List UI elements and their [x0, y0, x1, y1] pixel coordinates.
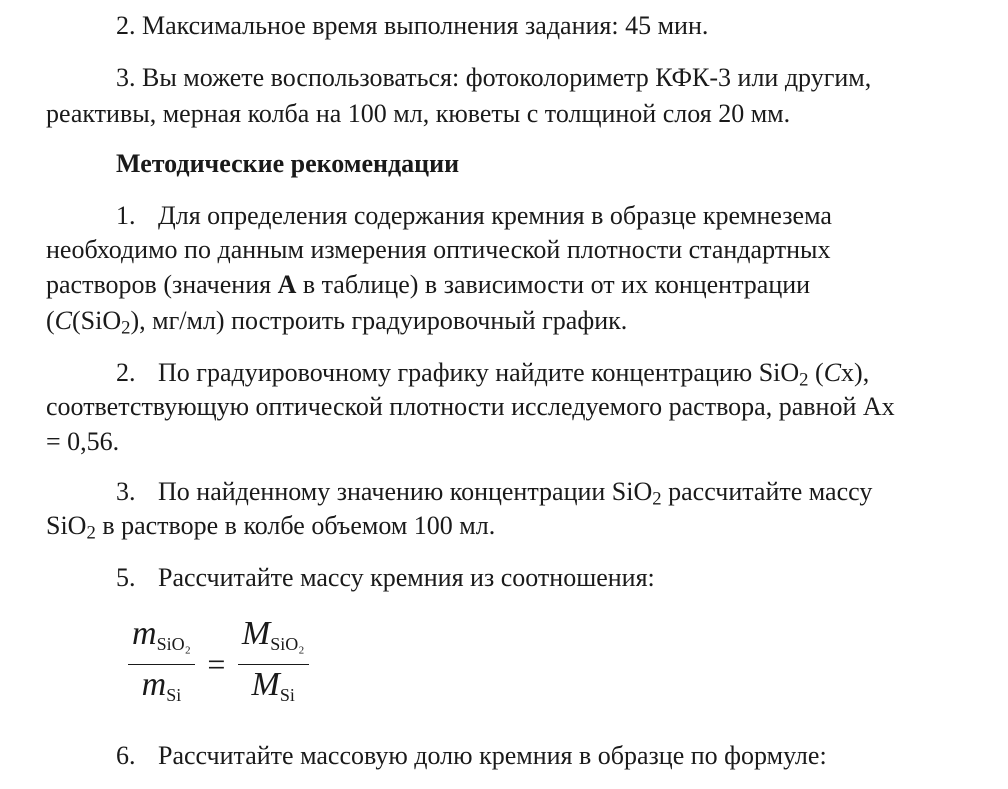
rec-1-line3: [46, 267, 966, 303]
var: m: [132, 615, 157, 652]
var: M: [251, 666, 280, 703]
subscript: 2: [86, 522, 96, 544]
subscript: 2: [799, 369, 809, 391]
rec-1-line2: [46, 232, 966, 268]
text: ), мг/мл) построить градуировочный график.: [130, 306, 628, 335]
fraction-left: [128, 614, 195, 715]
text: = 0,56.: [46, 427, 120, 456]
list-number: 2.: [116, 358, 136, 387]
rec-3-line1: [46, 474, 1008, 510]
text: (: [46, 306, 55, 335]
list-number: 1.: [116, 201, 136, 230]
sub: Si: [279, 685, 295, 705]
rec-1-line4: [46, 303, 966, 339]
rec-2-line2: [46, 389, 966, 425]
var: m: [141, 666, 167, 703]
text: Рассчитайте массу кремния из соотношения:: [158, 563, 655, 592]
numerator-left: [128, 614, 195, 665]
text: соответствующую оптической плотности исследуемого раствора, равной Ax: [46, 392, 895, 421]
bold-A: A: [277, 270, 297, 299]
section-heading: [46, 146, 1008, 182]
sub: SiO₂: [270, 634, 305, 654]
text: реактивы, мерная колба на 100 мл, кюветы с толщиной слоя 20 мм.: [46, 99, 791, 128]
text: 2. Максимальное время выполнения задания: 45 мин.: [116, 11, 709, 40]
heading-text: Методические рекомендации: [116, 149, 460, 178]
rec-2-line1: [46, 355, 1008, 391]
rec-6-line1: [46, 738, 1008, 774]
sub: SiO₂: [156, 634, 191, 654]
text: необходимо по данным измерения оптической плотности стандартных: [46, 235, 831, 264]
text: Рассчитайте массовую долю кремния в образце по формуле:: [158, 741, 827, 770]
list-number: 5.: [116, 563, 136, 592]
text: растворов (значения: [46, 270, 278, 299]
rec-5-line1: [46, 560, 1008, 596]
italic-C: C: [823, 358, 842, 387]
text: Для определения содержания кремния в образце кремнезема: [158, 201, 832, 230]
list-number: 6.: [116, 741, 136, 770]
text: SiO: [46, 511, 87, 540]
denominator-left: [128, 665, 195, 715]
text: рассчитайте массу: [661, 477, 873, 506]
item-2-time: [46, 8, 1008, 44]
list-number: 3.: [116, 477, 136, 506]
text: 3. Вы можете воспользоваться: фотоколориметр КФК-3 или другим,: [116, 63, 872, 92]
var: M: [241, 615, 271, 652]
item-3-equipment-line1: [46, 60, 1008, 96]
mass-ratio-formula: [128, 614, 309, 714]
numerator-right: [238, 614, 309, 665]
text: x),: [841, 358, 870, 387]
sub: Si: [166, 685, 182, 705]
equals-sign: =: [207, 646, 226, 682]
item-3-equipment-line2: [46, 96, 966, 132]
text: По найденному значению концентрации SiO: [158, 477, 653, 506]
fraction-right: [238, 614, 309, 715]
text: (SiO: [72, 306, 122, 335]
rec-2-line3: [46, 424, 966, 460]
text: По градуировочному графику найдите концентрацию SiO: [158, 358, 800, 387]
rec-3-line2: [46, 508, 966, 544]
rec-1-line1: [46, 198, 1008, 234]
subscript: 2: [652, 488, 662, 510]
text: в растворе в колбе объемом 100 мл.: [95, 511, 496, 540]
text: в таблице) в зависимости от их концентрации: [296, 270, 811, 299]
text: (: [808, 358, 824, 387]
italic-C: C: [54, 306, 73, 335]
subscript: 2: [121, 317, 131, 339]
denominator-right: [238, 665, 309, 715]
